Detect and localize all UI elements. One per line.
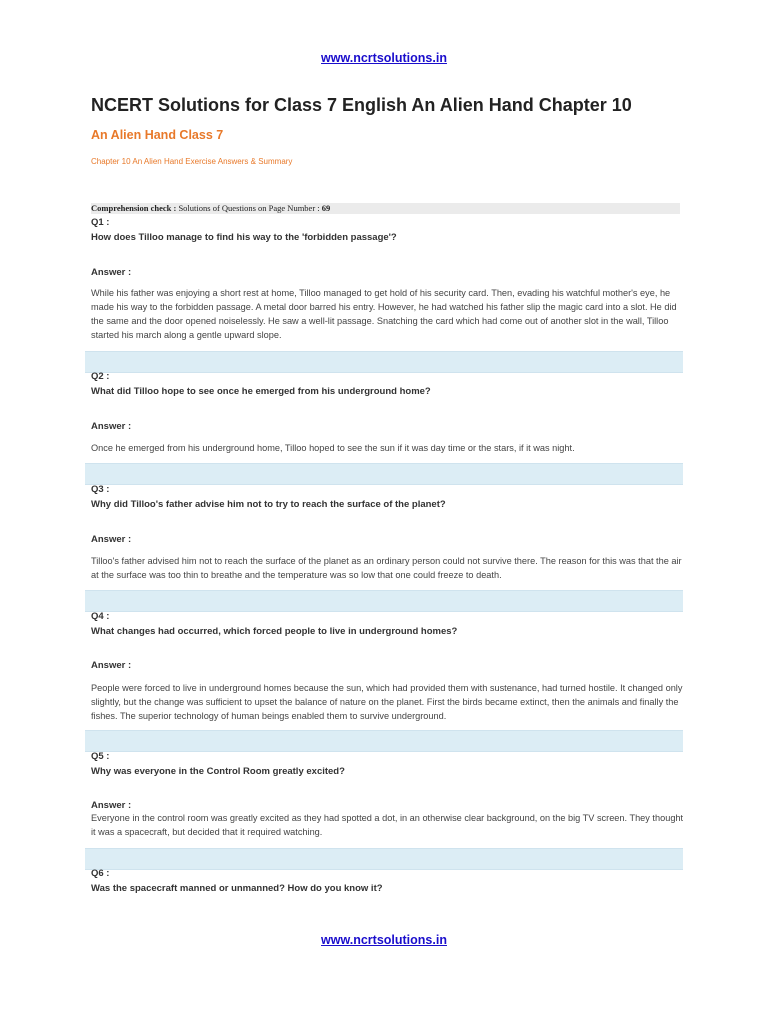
answer-text: Once he emerged from his underground home, Tilloo hoped to see the sun if it was day time or the stars, if it was night. (91, 443, 575, 453)
page-subsubtitle: Chapter 10 An Alien Hand Exercise Answers & Summary (91, 157, 293, 166)
question-label: Q4 : (91, 611, 110, 622)
section-divider (85, 590, 683, 612)
answer-text: Everyone in the control room was greatly excited as they had spotted a dot, in an otherwise clear background, on the big TV screen. They thought it was a spacecraft, but decided that it required watching. (91, 813, 684, 837)
comprehension-page: 69 (321, 203, 331, 213)
comprehension-text: Solutions of Questions on Page Number : (176, 203, 322, 213)
answer-label: Answer : (91, 660, 132, 671)
question-label: Q5 : (91, 751, 110, 762)
question-text: Was the spacecraft manned or unmanned? How do you know it? (91, 883, 383, 894)
section-divider (85, 730, 683, 752)
comprehension-label: Comprehension check : (91, 203, 177, 213)
answer-text: Tilloo's father advised him not to reach the surface of the planet as an ordinary person could not survive there. The reason for this was that the air at the surface was too thin to breathe and the temperature was so low that one could freeze to death. (91, 556, 682, 580)
section-divider (85, 351, 683, 373)
section-divider (85, 463, 683, 485)
question-label: Q3 : (91, 484, 110, 495)
question-label: Q1 : (91, 217, 110, 228)
header-site-link[interactable]: www.ncrtsolutions.in (321, 51, 447, 65)
answer-text: People were forced to live in underground homes because the sun, which had provided them with sustenance, had turned hostile. It changed only slightly, but the change was sufficient to upset the balance of nature on the planet. First the birds became extinct, then the animals and finally the fishes. The superior technology of human beings enabled them to survive underground. (91, 683, 683, 721)
question-label: Q6 : (91, 868, 110, 879)
answer-label: Answer : (91, 421, 132, 432)
question-text: Why did Tilloo's father advise him not to try to reach the surface of the planet? (91, 499, 446, 510)
question-text: What changes had occurred, which forced people to live in underground homes? (91, 626, 458, 637)
answer-label: Answer : (91, 534, 132, 545)
question-label: Q2 : (91, 371, 110, 382)
answer-text: While his father was enjoying a short rest at home, Tilloo managed to get hold of his security card. Then, evading his watchful mother's eye, he made his way to the forbidden passage. A metal door barred his entry. However, he had watched his father slip the magic card into a slot. He did the same and the door opened noiselessly. He saw a well-lit passage. Snatching the card which had come out of another slot in the wall, Tilloo started his march along a gentle upward slope. (91, 288, 677, 340)
answer-label: Answer : (91, 800, 132, 811)
answer-label: Answer : (91, 267, 132, 278)
question-text: How does Tilloo manage to find his way to the 'forbidden passage'? (91, 232, 397, 243)
page-subtitle: An Alien Hand Class 7 (91, 128, 224, 142)
page-title: NCERT Solutions for Class 7 English An Alien Hand Chapter 10 (91, 95, 632, 115)
question-text: What did Tilloo hope to see once he emerged from his underground home? (91, 386, 431, 397)
question-text: Why was everyone in the Control Room greatly excited? (91, 766, 345, 777)
comprehension-check-bar (91, 203, 680, 214)
footer-site-link[interactable]: www.ncrtsolutions.in (321, 933, 447, 947)
section-divider (85, 848, 683, 870)
